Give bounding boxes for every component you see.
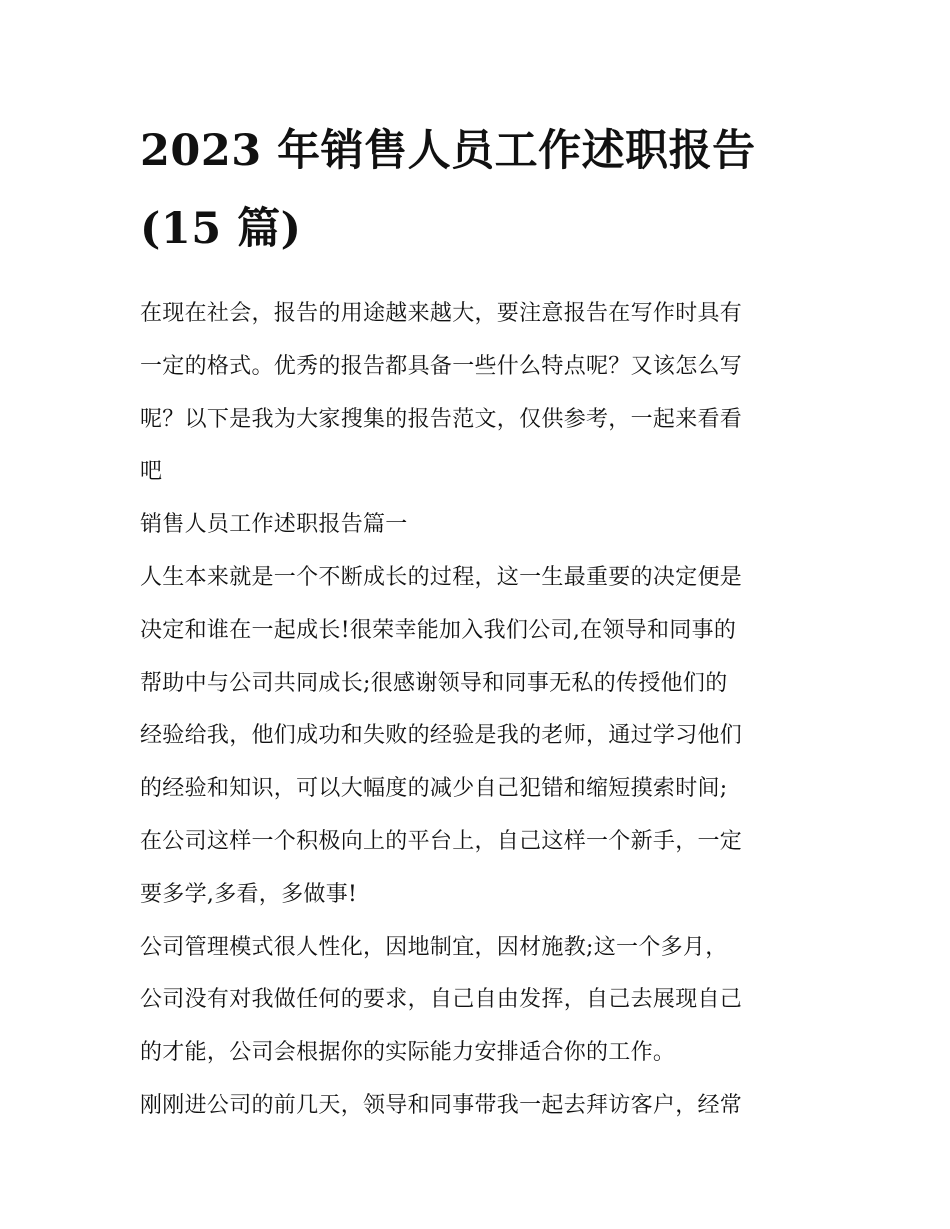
text-line: 刚刚进公司的前几天，领导和同事带我一起去拜访客户，经常	[140, 1092, 743, 1118]
title-line: 2023 年销售人员工作述职报告	[140, 126, 756, 176]
text-line: 决定和谁在一起成长!很荣幸能加入我们公司,在领导和同事的	[140, 617, 737, 643]
text-line: 一定的格式。优秀的报告都具备一些什么特点呢？又该怎么写	[140, 353, 743, 379]
body-paragraph	[140, 1080, 815, 1133]
intro-paragraph	[140, 288, 815, 499]
title-line: (15 篇)	[140, 204, 302, 254]
text-line: 公司没有对我做任何的要求，自己自由发挥，自己去展现自己	[140, 987, 743, 1013]
text-line: 在现在社会，报告的用途越来越大，要注意报告在写作时具有	[140, 301, 743, 326]
body-paragraph	[140, 922, 815, 1080]
text-line: 吧	[140, 459, 163, 485]
document-title	[140, 112, 815, 268]
text-line: 的经验和知识，可以大幅度的减少自己犯错和缩短摸索时间;	[140, 776, 728, 802]
text-line: 呢？以下是我为大家搜集的报告范文，仅供参考，一起来看看	[140, 406, 743, 432]
text-line: 公司管理模式很人性化，因地制宜，因材施教;这一个多月，	[140, 934, 728, 960]
body-paragraph	[140, 552, 815, 922]
text-line: 要多学,多看，多做事!	[140, 881, 358, 907]
text-line: 人生本来就是一个不断成长的过程，这一生最重要的决定便是	[140, 564, 743, 590]
text-line: 在公司这样一个积极向上的平台上，自己这样一个新手，一定	[140, 828, 743, 854]
document-page	[140, 112, 815, 1133]
text-line: 的才能，公司会根据你的实际能力安排适合你的工作。	[140, 1040, 676, 1066]
section-heading-text: 销售人员工作述职报告篇一	[140, 512, 408, 538]
text-line: 经验给我，他们成功和失败的经验是我的老师，通过学习他们	[140, 723, 743, 749]
section-heading	[140, 499, 815, 552]
text-line: 帮助中与公司共同成长;很感谢领导和同事无私的传授他们的	[140, 670, 728, 696]
